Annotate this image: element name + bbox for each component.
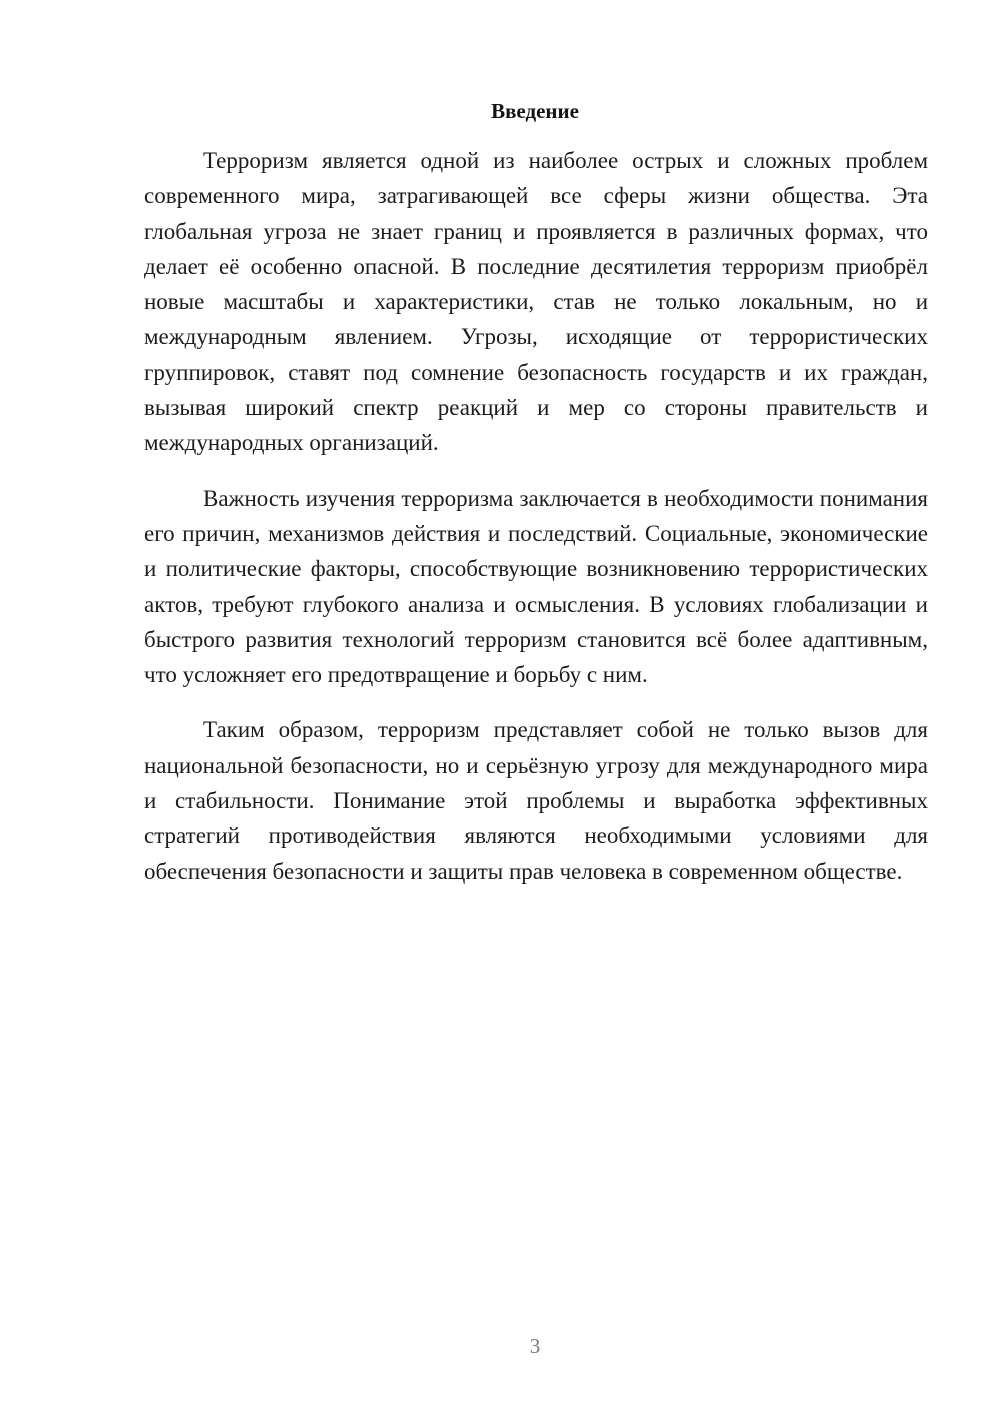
document-body: [144, 143, 928, 889]
page-number: 3: [529, 1334, 541, 1358]
page-title: Введение: [491, 99, 579, 123]
paragraph-3: Таким образом, терроризм представляет собой не только вызов для национальной безопасности, но и серьёзную угрозу для международного мира и стабильности. Понимание этой проблемы и выработка эффективных стратегий противодействия являются необходимыми условиями для обеспечения безопасности и защиты прав человека в современном обществе.: [144, 717, 928, 884]
paragraph-2: Важность изучения терроризма заключается в необходимости понимания его причин, механизмов действия и последствий. Социальные, экономические и политические факторы, способствующие возникновению террористических актов, требуют глубокого анализа и осмысления. В условиях глобализации и быстрого развития технологий терроризм становится всё более адаптивным, что усложняет его предотвращение и борьбу с ним.: [144, 485, 928, 688]
paragraph-1: Терроризм является одной из наиболее острых и сложных проблем современного мира, затрагивающей все сферы жизни общества. Эта глобальная угроза не знает границ и проявляется в различных формах, что делает её особенно опасной. В последние десятилетия терроризм приобрёл новые масштабы и характеристики, став не только локальным, но и международным явлением. Угрозы, исходящие от террористических группировок, ставят под сомнение безопасность государств и их граждан, вызывая широкий спектр реакций и мер со стороны правительств и международных организаций.: [144, 148, 928, 456]
